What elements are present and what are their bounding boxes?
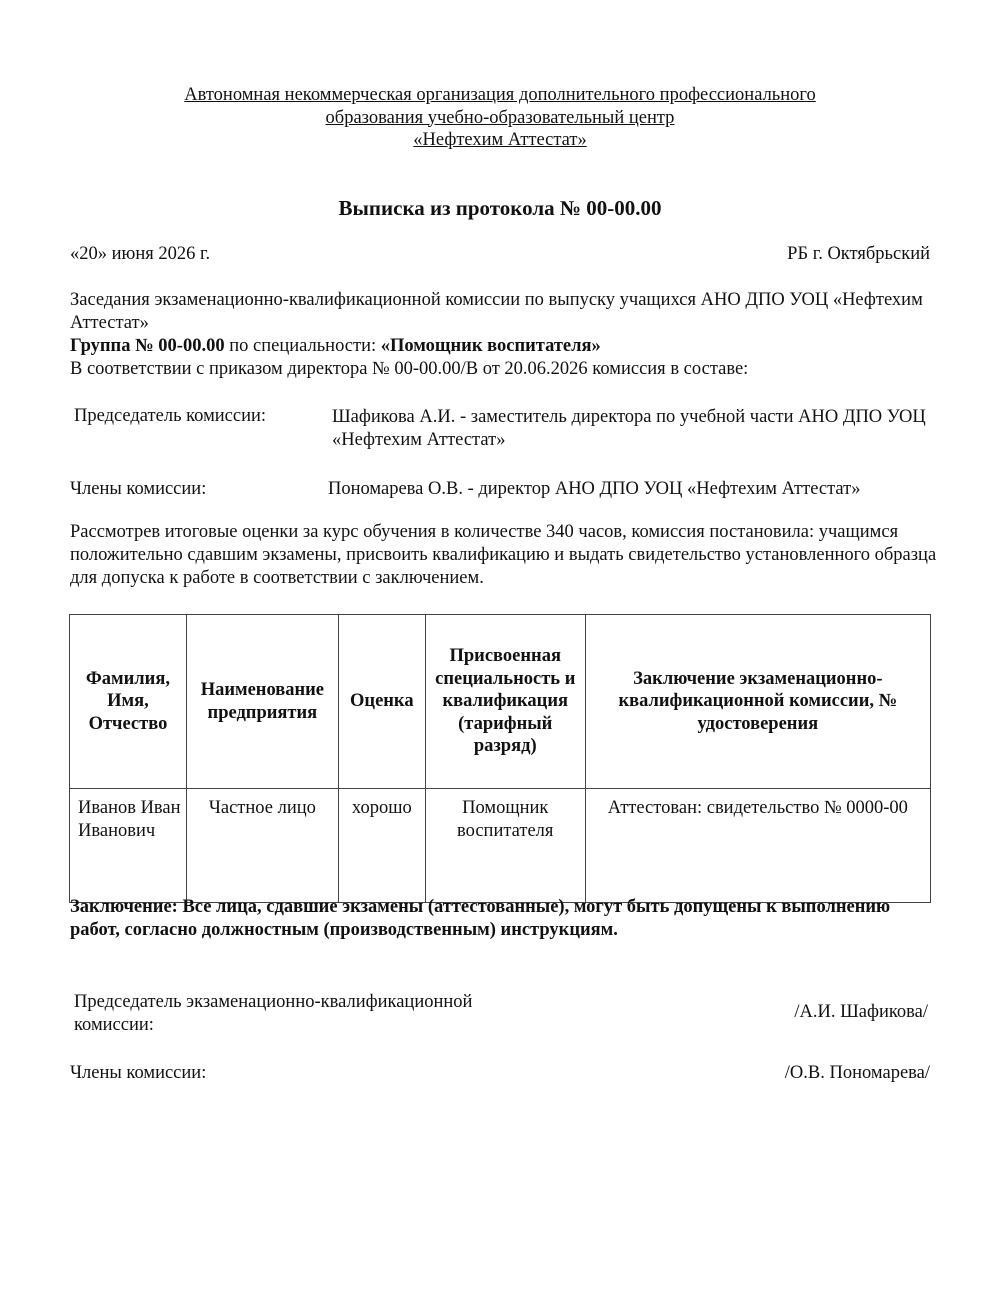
document-date: «20» июня 2026 г. bbox=[70, 244, 211, 264]
group-number: Группа № 00-00.00 bbox=[70, 336, 225, 356]
members-signature-name: /О.В. Пономарева/ bbox=[784, 1063, 930, 1083]
results-table bbox=[69, 614, 931, 903]
members-signature-label: Члены комиссии: bbox=[70, 1063, 207, 1083]
document-city: РБ г. Октябрьский bbox=[787, 244, 930, 264]
group-mid-text: по специальности: bbox=[224, 336, 381, 356]
intro-paragraph bbox=[70, 289, 940, 381]
cell-fio: Иванов Иван Иванович bbox=[70, 789, 187, 903]
chair-label: Председатель комиссии: bbox=[74, 406, 267, 426]
header-qualification: Присвоенная специальность и квалификация (тарифный разряд) bbox=[425, 615, 585, 789]
decision-paragraph: Рассмотрев итоговые оценки за курс обучения в количестве 340 часов, комиссия постановила: учащимся положительно сдавшим экзамены, присвоить квалификацию и выдать свидетельство установленного образца для допуска к работе в соответствии с заключением. bbox=[70, 522, 937, 588]
cell-qualification: Помощник воспитателя bbox=[425, 789, 585, 903]
cell-enterprise: Частное лицо bbox=[186, 789, 338, 903]
table-row bbox=[70, 789, 931, 903]
group-line bbox=[70, 335, 940, 358]
order-text: В соответствии с приказом директора № 00-00.00/В от 20.06.2026 комиссия в составе: bbox=[70, 359, 749, 379]
org-line-3: «Нефтехим Аттестат» bbox=[413, 130, 587, 150]
organization-header bbox=[0, 84, 1000, 152]
document-title: Выписка из протокола № 00-00.00 bbox=[338, 196, 662, 220]
table-header-row bbox=[70, 615, 931, 789]
chair-signature-name: /А.И. Шафикова/ bbox=[794, 1002, 928, 1022]
chair-signature-label: Председатель экзаменационно-квалификационной комиссии: bbox=[74, 992, 473, 1035]
header-conclusion: Заключение экзаменационно-квалификационной комиссии, № удостоверения bbox=[585, 615, 930, 789]
header-enterprise: Наименование предприятия bbox=[186, 615, 338, 789]
org-line-2: образования учебно-образовательный центр bbox=[325, 107, 675, 128]
meeting-text: Заседания экзаменационно-квалификационной комиссии по выпуску учащихся АНО ДПО УОЦ «Нефтехим Аттестат» bbox=[70, 290, 923, 333]
members-label: Члены комиссии: bbox=[70, 479, 207, 499]
members-text: Пономарева О.В. - директор АНО ДПО УОЦ «Нефтехим Аттестат» bbox=[328, 479, 861, 499]
cell-conclusion: Аттестован: свидетельство № 0000-00 bbox=[585, 789, 930, 903]
conclusion-text: Заключение: Все лица, сдавшие экзамены (аттестованные), могут быть допущены к выполнению работ, согласно должностным (производственным) инструкциям. bbox=[70, 897, 891, 940]
chair-text: Шафикова А.И. - заместитель директора по учебной части АНО ДПО УОЦ «Нефтехим Аттестат» bbox=[332, 407, 926, 450]
org-line-1: Автономная некоммерческая организация дополнительного профессионального bbox=[184, 85, 816, 105]
specialty-name: «Помощник воспитателя» bbox=[380, 336, 601, 356]
cell-grade: хорошо bbox=[338, 789, 425, 903]
header-fio: Фамилия, Имя, Отчество bbox=[70, 615, 187, 789]
header-grade: Оценка bbox=[338, 615, 425, 789]
